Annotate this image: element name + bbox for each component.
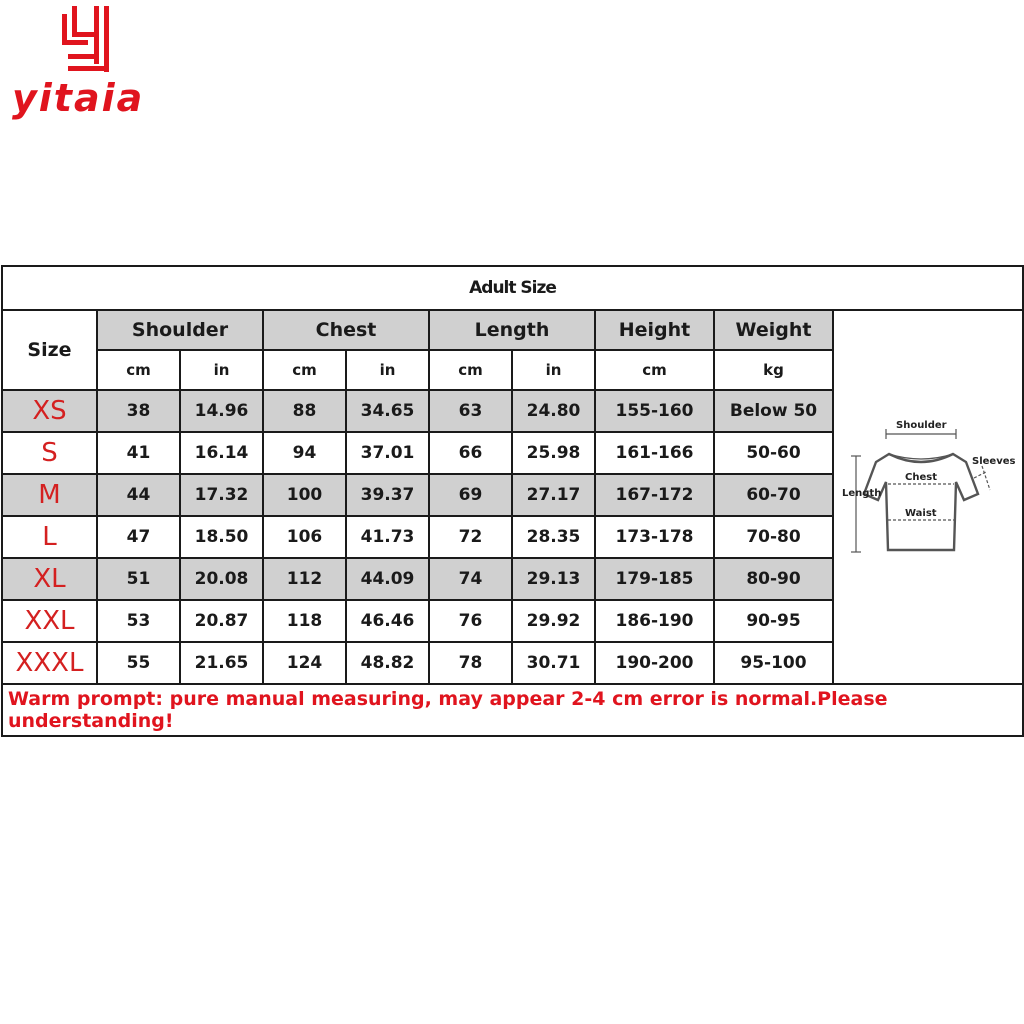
table-cell: 124 xyxy=(263,642,346,684)
table-cell: 17.32 xyxy=(180,474,263,516)
table-cell: 39.37 xyxy=(346,474,429,516)
table-cell: 16.14 xyxy=(180,432,263,474)
table-cell: 88 xyxy=(263,390,346,432)
size-label: L xyxy=(2,516,97,558)
table-cell: 186-190 xyxy=(595,600,714,642)
table-cell: 20.08 xyxy=(180,558,263,600)
table-cell: 47 xyxy=(97,516,180,558)
table-cell: 38 xyxy=(97,390,180,432)
table-cell: 25.98 xyxy=(512,432,595,474)
diagram-label-length: Length xyxy=(842,487,882,499)
unit-label: cm xyxy=(263,350,346,390)
table-cell: 46.46 xyxy=(346,600,429,642)
table-cell: 66 xyxy=(429,432,512,474)
table-cell: 55 xyxy=(97,642,180,684)
table-cell: 94 xyxy=(263,432,346,474)
size-label: XL xyxy=(2,558,97,600)
height-header: Height xyxy=(595,310,714,350)
table-cell: 14.96 xyxy=(180,390,263,432)
table-cell: 44 xyxy=(97,474,180,516)
size-label: XXXL xyxy=(2,642,97,684)
warning-note: Warm prompt: pure manual measuring, may appear 2-4 cm error is normal.Please understanding! xyxy=(2,684,1023,736)
table-cell: 41.73 xyxy=(346,516,429,558)
table-cell: 69 xyxy=(429,474,512,516)
size-label: S xyxy=(2,432,97,474)
diagram-label-chest: Chest xyxy=(905,471,937,483)
length-header: Length xyxy=(429,310,595,350)
table-cell: 48.82 xyxy=(346,642,429,684)
size-label: M xyxy=(2,474,97,516)
size-label: XXL xyxy=(2,600,97,642)
table-cell: 78 xyxy=(429,642,512,684)
table-cell: 112 xyxy=(263,558,346,600)
brand-logo xyxy=(8,4,168,126)
table-cell: Below 50 xyxy=(714,390,833,432)
brand-name: yitaia xyxy=(12,76,145,120)
table-cell: 34.65 xyxy=(346,390,429,432)
table-cell: 161-166 xyxy=(595,432,714,474)
table-cell: 20.87 xyxy=(180,600,263,642)
table-cell: 155-160 xyxy=(595,390,714,432)
table-cell: 106 xyxy=(263,516,346,558)
table-cell: 90-95 xyxy=(714,600,833,642)
unit-label: cm xyxy=(429,350,512,390)
size-column-header: Size xyxy=(2,310,97,390)
table-cell: 18.50 xyxy=(180,516,263,558)
table-cell: 53 xyxy=(97,600,180,642)
table-cell: 41 xyxy=(97,432,180,474)
table-cell: 30.71 xyxy=(512,642,595,684)
table-cell: 60-70 xyxy=(714,474,833,516)
diagram-label-sleeves: Sleeves xyxy=(972,455,1016,467)
table-cell: 95-100 xyxy=(714,642,833,684)
table-cell: 28.35 xyxy=(512,516,595,558)
table-cell: 24.80 xyxy=(512,390,595,432)
table-cell: 74 xyxy=(429,558,512,600)
shoulder-header: Shoulder xyxy=(97,310,263,350)
table-cell: 63 xyxy=(429,390,512,432)
table-cell: 70-80 xyxy=(714,516,833,558)
tshirt-diagram-cell xyxy=(833,310,1023,684)
table-cell: 27.17 xyxy=(512,474,595,516)
table-cell: 37.01 xyxy=(346,432,429,474)
table-cell: 72 xyxy=(429,516,512,558)
unit-label: in xyxy=(512,350,595,390)
table-cell: 21.65 xyxy=(180,642,263,684)
table-cell: 190-200 xyxy=(595,642,714,684)
table-cell: 167-172 xyxy=(595,474,714,516)
table-cell: 80-90 xyxy=(714,558,833,600)
unit-label: cm xyxy=(97,350,180,390)
table-cell: 29.13 xyxy=(512,558,595,600)
table-cell: 51 xyxy=(97,558,180,600)
weight-header: Weight xyxy=(714,310,833,350)
table-cell: 50-60 xyxy=(714,432,833,474)
table-cell: 118 xyxy=(263,600,346,642)
table-title: Adult Size xyxy=(2,266,1023,310)
unit-label: in xyxy=(346,350,429,390)
table-cell: 173-178 xyxy=(595,516,714,558)
diagram-label-shoulder: Shoulder xyxy=(896,419,947,431)
chest-header: Chest xyxy=(263,310,429,350)
size-label: XS xyxy=(2,390,97,432)
table-cell: 44.09 xyxy=(346,558,429,600)
unit-label: in xyxy=(180,350,263,390)
tshirt-diagram xyxy=(834,400,1022,590)
table-cell: 100 xyxy=(263,474,346,516)
table-cell: 179-185 xyxy=(595,558,714,600)
size-chart-table xyxy=(1,265,1024,737)
brand-logo-mark xyxy=(56,4,118,74)
table-cell: 29.92 xyxy=(512,600,595,642)
table-cell: 76 xyxy=(429,600,512,642)
unit-label: cm xyxy=(595,350,714,390)
diagram-label-waist: Waist xyxy=(905,507,937,519)
unit-label: kg xyxy=(714,350,833,390)
